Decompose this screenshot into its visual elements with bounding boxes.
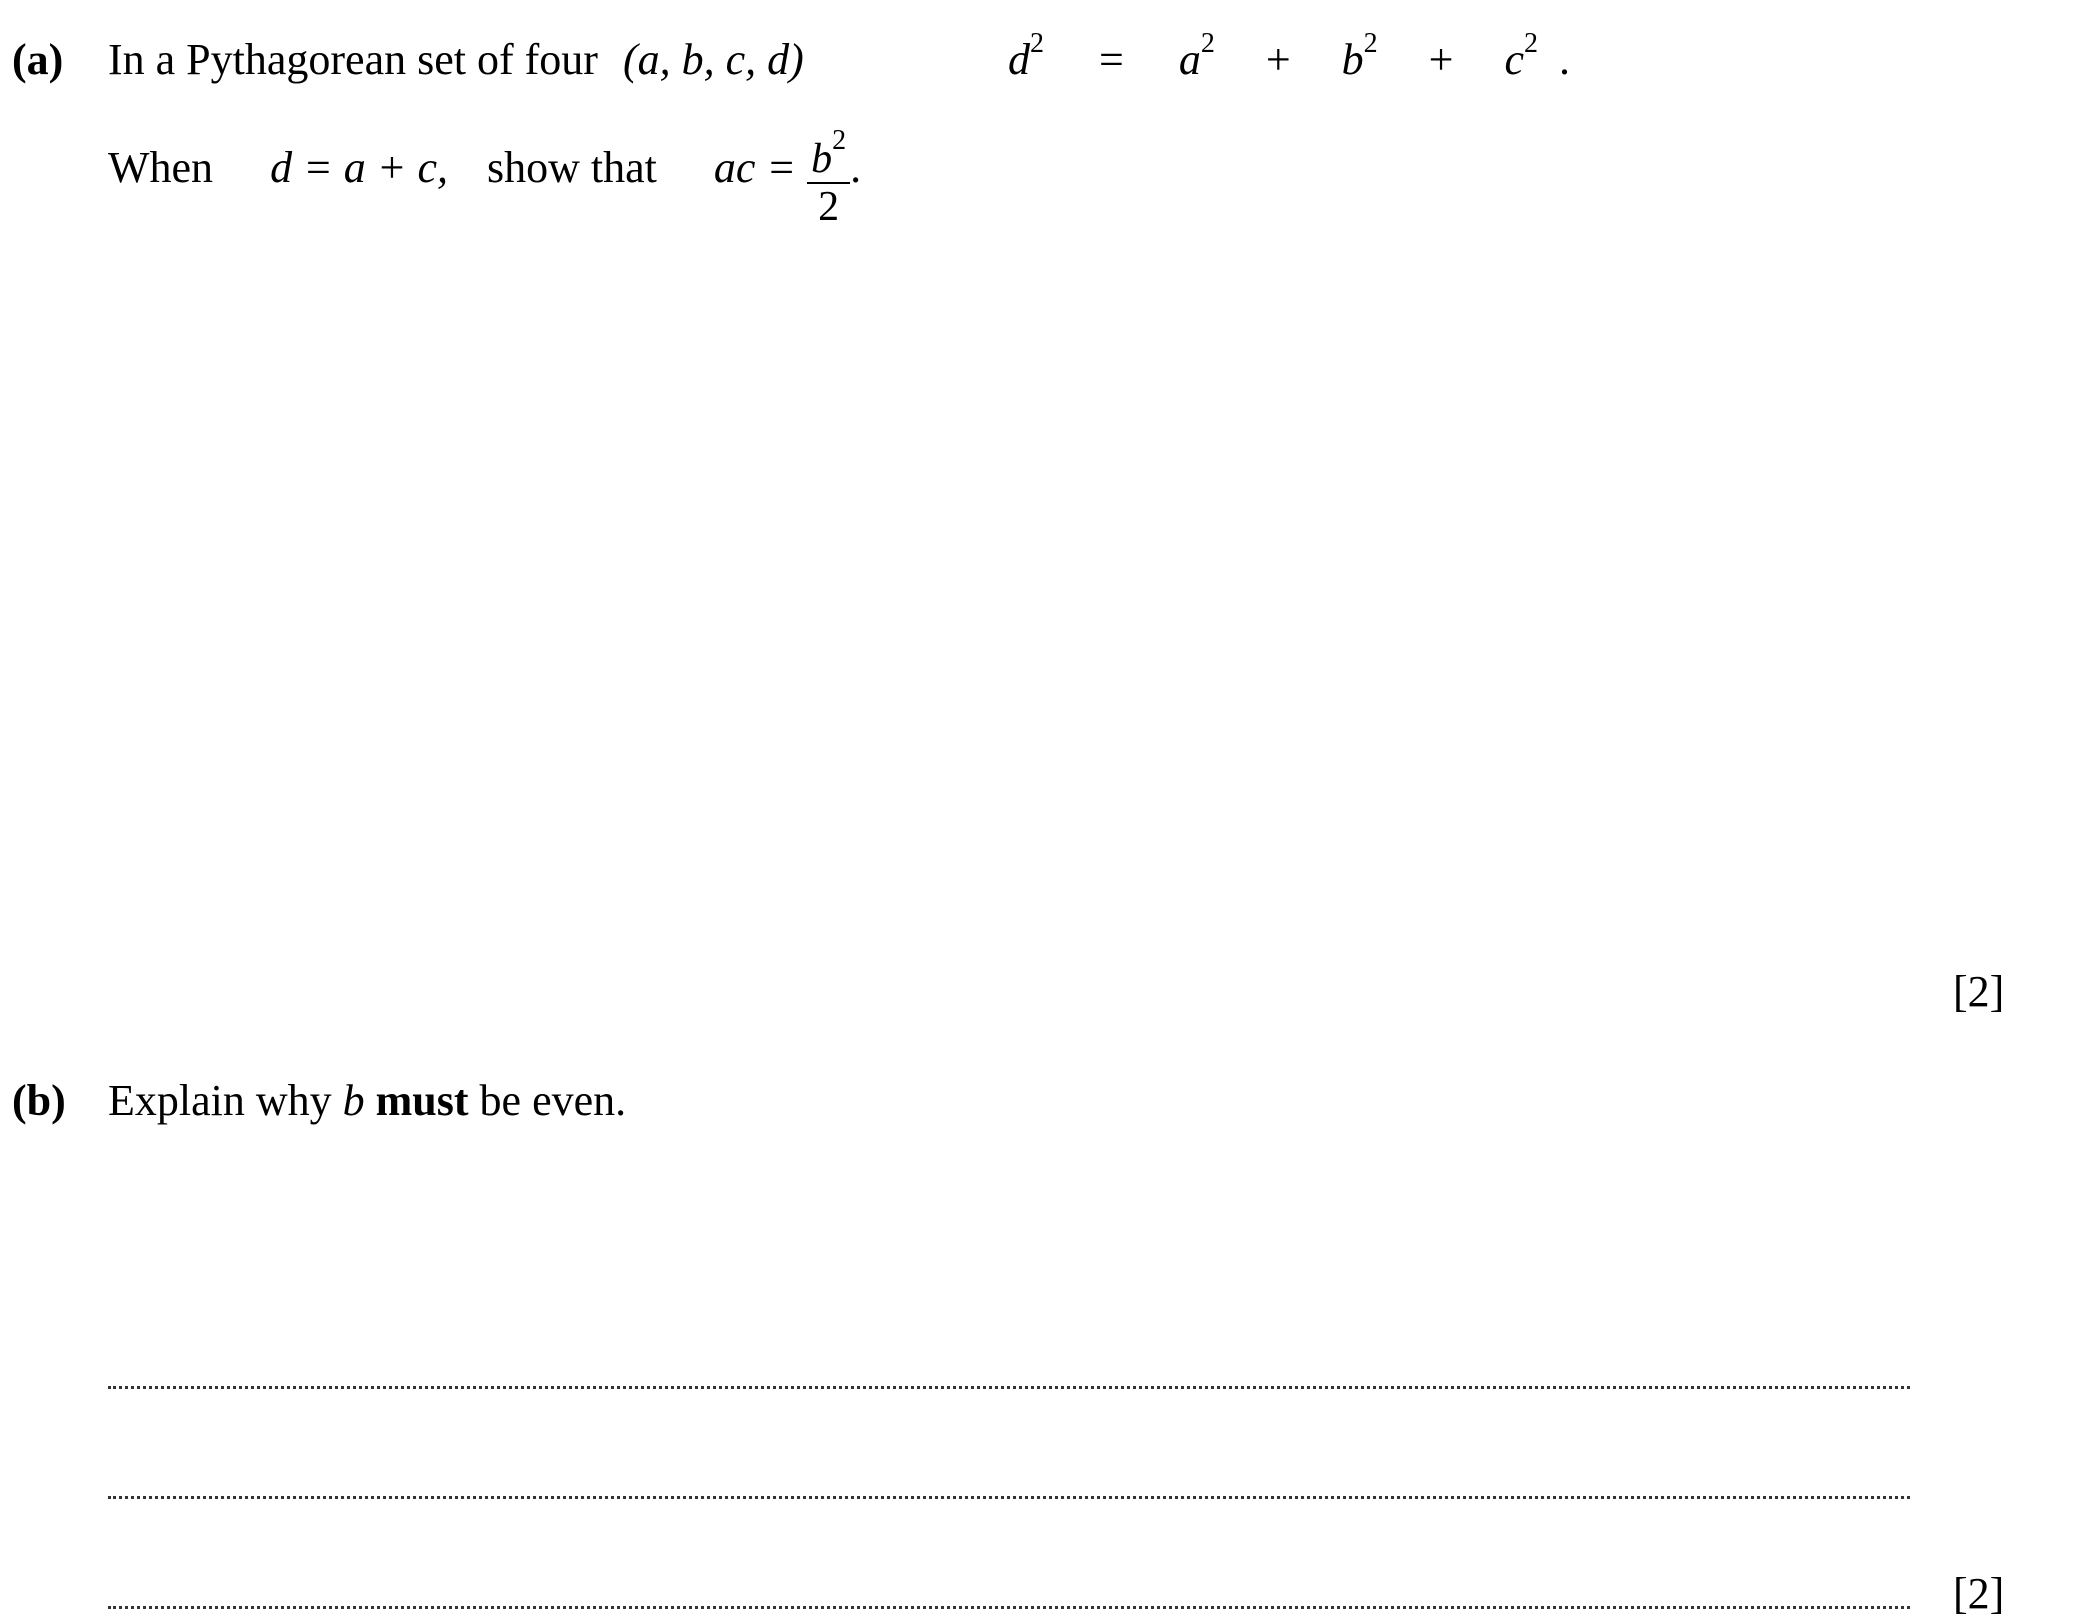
eq-lhs: d (1008, 35, 1030, 84)
tuple-text: (a, b, c, d) (622, 35, 804, 84)
eq-term-c-exp: 2 (1524, 28, 1539, 60)
eq-term-c: c (1504, 35, 1525, 84)
part-a-marks: [2] (1953, 967, 2005, 1016)
answer-line-2[interactable] (108, 1496, 1910, 1499)
pythagorean-equation (1008, 28, 1571, 85)
condition-text: d = a + c, (270, 143, 448, 193)
question-post: be even. (479, 1076, 627, 1125)
result-end: . (850, 143, 862, 193)
question-var: b (342, 1076, 365, 1125)
eq-lhs-exp: 2 (1030, 28, 1044, 60)
question-pre: Explain why (108, 1076, 332, 1125)
eq-term-a: a (1178, 35, 1201, 84)
when-label: When (108, 143, 214, 193)
part-a-label: (a) (12, 35, 64, 84)
eq-term-a-exp: 2 (1200, 28, 1215, 60)
answer-line-3[interactable] (108, 1606, 1910, 1609)
part-b-marks: [2] (1953, 1569, 2005, 1618)
result-fraction (807, 126, 850, 230)
numerator-exp: 2 (832, 125, 847, 156)
show-label: show that (486, 143, 657, 193)
fraction-numerator (807, 126, 850, 184)
eq-end: . (1559, 35, 1571, 84)
eq-term-b: b (1341, 35, 1364, 84)
intro-text: In a Pythagorean set of four (108, 35, 598, 84)
part-a-intro (108, 34, 804, 85)
fraction-denominator: 2 (818, 184, 840, 230)
part-b-question (108, 1075, 626, 1126)
numerator-var: b (811, 136, 833, 182)
eq-plus-2: + (1428, 35, 1454, 84)
result-expression (713, 125, 862, 230)
part-b-label: (b) (12, 1076, 66, 1125)
answer-line-1[interactable] (108, 1386, 1910, 1389)
eq-term-b-exp: 2 (1363, 28, 1378, 60)
part-a-condition-line (108, 120, 862, 230)
eq-plus-1: + (1265, 35, 1291, 84)
eq-equals: = (1099, 35, 1124, 84)
result-lhs: ac = (713, 143, 797, 193)
question-emphasis: must (375, 1076, 469, 1125)
